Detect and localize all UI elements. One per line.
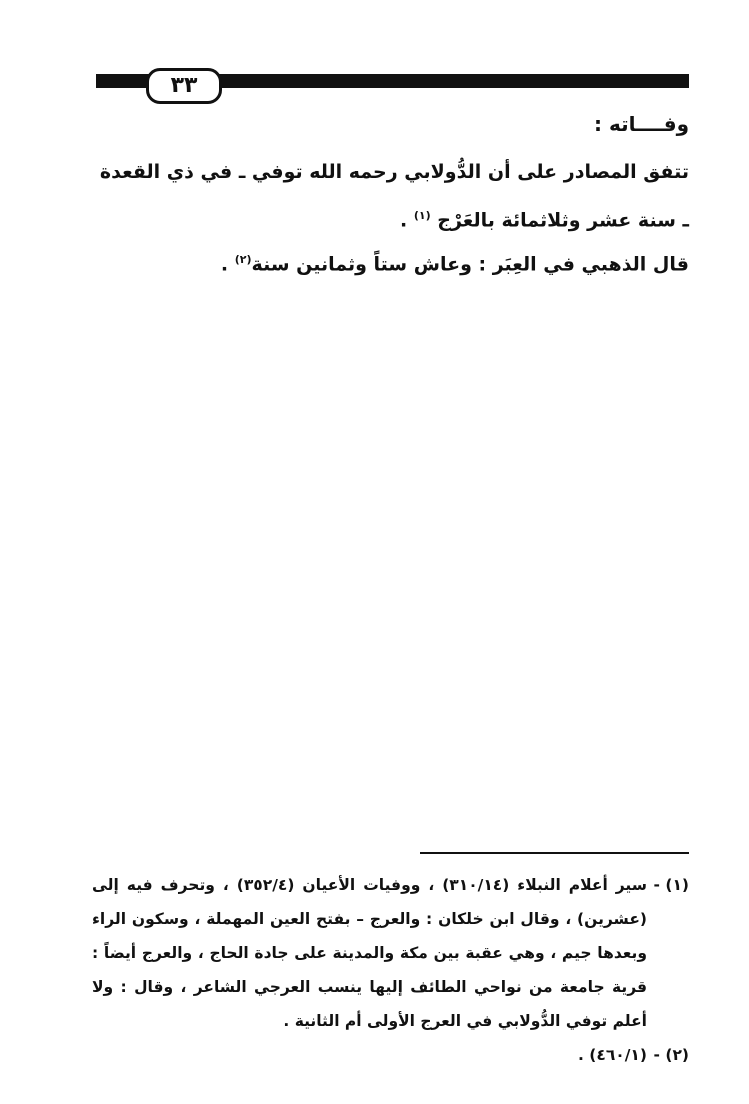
footnote-number: (٢) - <box>653 1046 689 1064</box>
footnote-ref[interactable]: (١) <box>413 209 431 222</box>
footnote-text: سير أعلام النبلاء (٣١٠/١٤) ، ووفيات الأعيان (٣٥٢/٤) ، وتحرف فيه إلى (عشرين) ، وقال ابن خلكان : والعرج – بفتح العين المهملة ، وسكون الراء وبعدها جيم ، وهي عقبة بين مكة والمدينة على جادة الحاج ، والعرج أيضاً : قرية جامعة من نواحي الطائف إليها ينسب العرجي الشاعر ، وقال : ولا أعلم توفي الدُّولابي في العرج الأولى أم الثانية . <box>92 876 647 1030</box>
page-number: ٣٣ <box>146 68 222 104</box>
footnote-text: (٤٦٠/١) . <box>578 1046 647 1064</box>
footnote-number: (١) - <box>653 876 689 894</box>
paragraph-end: . <box>220 253 235 276</box>
paragraph-death <box>92 150 689 242</box>
paragraph-text: تتفق المصادر على أن الدُّولابي رحمه الله توفي ـ في ذي القعدة ـ سنة عشر وثلاثمائة بالعَرْج <box>99 161 689 232</box>
paragraph-end: . <box>400 209 414 232</box>
section-heading: وفــــاته : <box>594 112 689 136</box>
footnote-2 <box>92 1038 689 1072</box>
footnote-1 <box>92 868 689 1038</box>
footnotes <box>92 868 689 1072</box>
footnote-ref[interactable]: (٢) <box>234 253 252 266</box>
footnote-separator <box>420 852 689 854</box>
paragraph-text: قال الذهبي في العِبَر : وعاش ستاً وثمانين سنة <box>251 253 689 276</box>
paragraph-dhahabi <box>92 238 689 286</box>
